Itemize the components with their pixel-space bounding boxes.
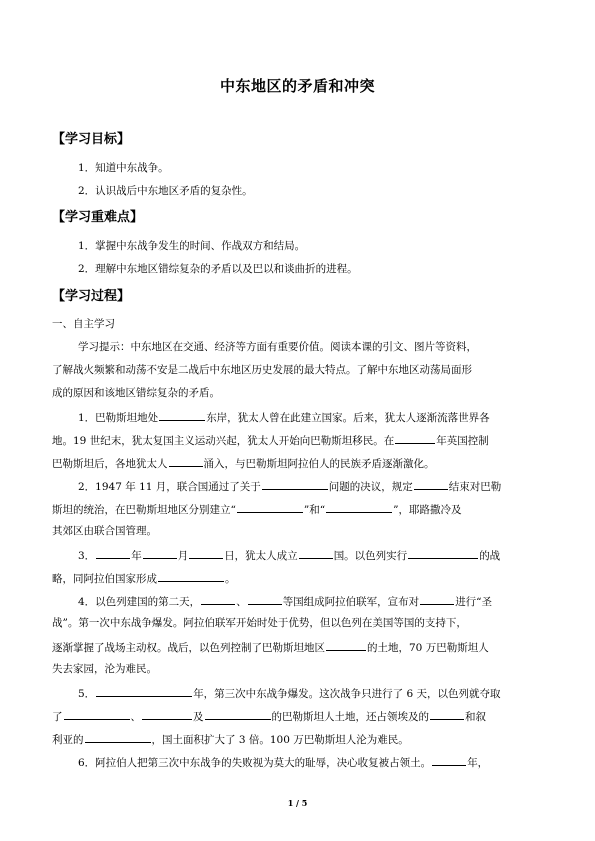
text: 国。以色列实行 — [333, 550, 408, 562]
text: 和叙 — [465, 711, 486, 723]
answer-blank[interactable] — [262, 479, 328, 490]
page-number: 1 / 5 — [287, 798, 308, 808]
self-study-heading: 一、自主学习 — [52, 318, 115, 330]
text: ，国土面积扩大了 3 倍。100 万巴勒斯坦人沦为难民。 — [151, 734, 409, 746]
text: 等国组成阿拉伯联军，宣布对 — [282, 596, 420, 608]
question-1-line-3 — [52, 456, 544, 470]
text: 、 — [236, 596, 247, 608]
goals-heading: 【学习目标】 — [52, 132, 131, 147]
hint-line-1: 学习提示：中东地区在交通、经济等方面有重要价值。阅读本课的引文、图片等资料， — [78, 341, 477, 353]
question-1-line-1 — [78, 410, 544, 424]
question-5-line-1 — [78, 686, 544, 700]
text: 、 — [130, 711, 141, 723]
keypoint-item-2: 2．理解中东地区错综复杂的矛盾以及巴以和谈曲折的进程。 — [78, 263, 358, 275]
text: 4．以色列建国的第二天， — [78, 596, 201, 608]
answer-blank[interactable] — [420, 594, 454, 605]
text: 东岸，犹太人曾在此建立国家。后来，犹太人逐渐流落世界各 — [206, 412, 490, 424]
text: 3． — [78, 550, 96, 562]
answer-blank[interactable] — [414, 479, 448, 490]
answer-blank[interactable] — [159, 410, 205, 421]
text: 。 — [225, 573, 236, 585]
hint-line-3: 成的原因和该地区错综复杂的矛盾。 — [52, 387, 220, 399]
answer-blank[interactable] — [299, 548, 333, 559]
answer-blank[interactable] — [158, 571, 224, 582]
text: 月 — [177, 550, 189, 562]
answer-blank[interactable] — [142, 709, 192, 720]
text: 1．巴勒斯坦地处 — [78, 412, 159, 424]
text: 年， — [467, 757, 489, 769]
text: 日，犹太人成立 — [224, 550, 298, 562]
answer-blank[interactable] — [64, 709, 130, 720]
question-4-line-4: 失去家园，沦为难民。 — [52, 663, 157, 675]
text: 巴勒斯坦后，各地犹太人 — [52, 458, 168, 470]
page-title: 中东地区的矛盾和冲突 — [219, 77, 375, 95]
answer-blank[interactable] — [169, 456, 203, 467]
answer-blank[interactable] — [189, 548, 223, 559]
hint-line-2: 了解战火频繁和动荡不安是二战后中东地区历史发展的最大特点。了解中东地区动荡局面形 — [52, 364, 472, 376]
question-3-line-1 — [78, 548, 544, 562]
text: 的土地，70 万巴勒斯坦人 — [367, 642, 489, 654]
text: 进行“圣 — [455, 596, 493, 608]
answer-blank[interactable] — [205, 709, 271, 720]
question-2-line-3: 其郊区由联合国管理。 — [52, 525, 157, 537]
process-heading: 【学习过程】 — [52, 289, 131, 304]
answer-blank[interactable] — [432, 755, 466, 766]
answer-blank[interactable] — [326, 502, 392, 513]
question-4-line-2: 战”。第一次中东战争爆发。阿拉伯联军开始时处于优势，但以色列在美国等国的支持下， — [52, 617, 467, 629]
question-1-line-2 — [52, 433, 544, 447]
answer-blank[interactable] — [96, 548, 130, 559]
text: 及 — [193, 711, 204, 723]
answer-blank[interactable] — [201, 594, 235, 605]
text: 年，第三次中东战争爆发。这次战争只进行了 6 天，以色列就夺取 — [193, 688, 501, 700]
text: 了 — [52, 711, 63, 723]
keypoint-item-1: 1．掌握中东战争发生的时间、作战双方和结局。 — [78, 240, 306, 252]
question-5-line-3 — [52, 732, 544, 746]
text: 利亚的 — [52, 734, 84, 746]
goal-item-2: 2．认识战后中东地区矛盾的复杂性。 — [78, 185, 253, 197]
text: 年英国控制 — [436, 435, 489, 447]
question-3-line-2 — [52, 571, 544, 585]
text: 地。19 世纪末，犹太复国主义运动兴起，犹太人开始向巴勒斯坦移民。在 — [52, 435, 395, 447]
text: 结束对巴勒 — [448, 481, 502, 493]
text: ”和“ — [303, 504, 326, 516]
answer-blank[interactable] — [143, 548, 177, 559]
question-5-line-2 — [52, 709, 544, 723]
answer-blank[interactable] — [395, 433, 435, 444]
answer-blank[interactable] — [85, 732, 151, 743]
text: 斯坦的统治，在巴勒斯坦地区分别建立“ — [52, 504, 236, 516]
text: 的战 — [479, 550, 501, 562]
question-4-line-1 — [78, 594, 544, 608]
text: 问题的决议，规定 — [328, 481, 413, 493]
answer-blank[interactable] — [408, 548, 478, 559]
question-4-line-3 — [52, 640, 544, 654]
text: 逐渐掌握了战场主动权。战后，以色列控制了巴勒斯坦地区 — [52, 642, 325, 654]
text: 6．阿拉伯人把第三次中东战争的失败视为莫大的耻辱，决心收复被占领土。 — [78, 757, 432, 769]
answer-blank[interactable] — [430, 709, 464, 720]
text: 涌入，与巴勒斯坦阿拉伯人的民族矛盾逐渐激化。 — [203, 458, 435, 470]
text: 的巴勒斯坦人土地，还占领埃及的 — [271, 711, 429, 723]
goal-item-1: 1．知道中东战争。 — [78, 162, 169, 174]
question-6-line-1 — [78, 755, 544, 769]
text: ”，耶路撒冷及 — [393, 504, 462, 516]
answer-blank[interactable] — [326, 640, 366, 651]
text: 5． — [78, 688, 96, 700]
question-2-line-1 — [78, 479, 544, 493]
question-2-line-2 — [52, 502, 544, 516]
keypoints-heading: 【学习重难点】 — [52, 210, 144, 225]
text: 年 — [131, 550, 142, 562]
text: 略，同阿拉伯国家形成 — [52, 573, 157, 585]
answer-blank[interactable] — [96, 686, 192, 697]
text: 2．1947 年 11 月，联合国通过了关于 — [78, 481, 261, 493]
answer-blank[interactable] — [237, 502, 303, 513]
answer-blank[interactable] — [248, 594, 282, 605]
